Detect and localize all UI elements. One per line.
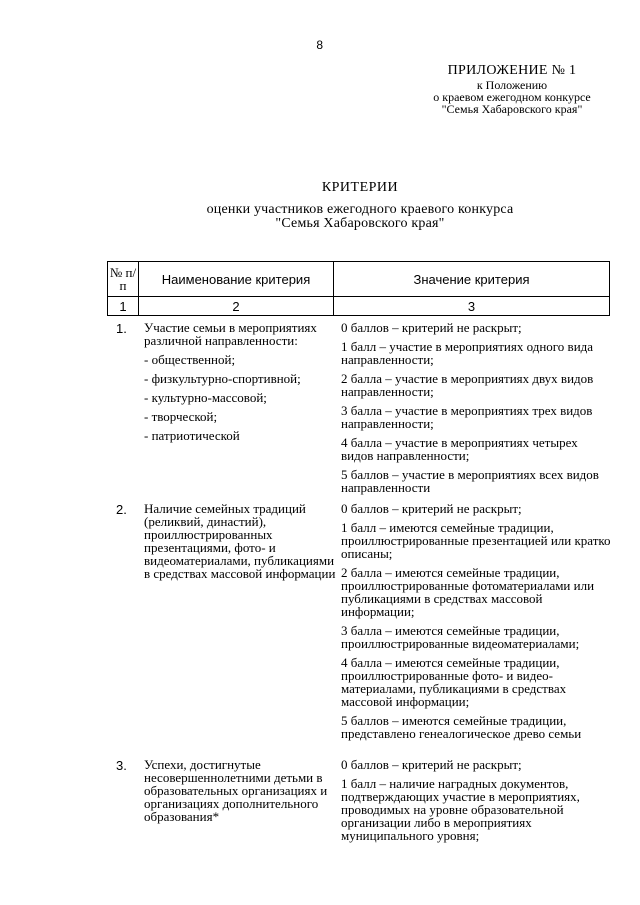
score-line: 3 балла – участие в мероприятиях трех видов направленности;: [341, 403, 593, 431]
score-line: 1 балл – наличие наградных документов, подтверждающих участие в мероприятиях, проводимых на уровне образовательной организации либо в мероприятиях муниципального уровня;: [341, 776, 580, 843]
header-cell-name: Наименование критерия: [139, 262, 334, 297]
criterion-1-values: [341, 321, 613, 500]
criterion-1-item: - общественной;: [144, 352, 236, 367]
score-line: 2 балла – участие в мероприятиях двух видов направленности;: [341, 371, 594, 399]
criterion-2-name: [144, 502, 340, 586]
criteria-table-header: [107, 261, 610, 316]
criterion-1-number: 1.: [116, 321, 127, 336]
criterion-2-number: 2.: [116, 502, 127, 517]
criterion-2-values: [341, 502, 613, 746]
criterion-1-text: Участие семьи в мероприятиях различной направленности:: [144, 320, 317, 348]
criterion-1-item: - культурно-массовой;: [144, 390, 267, 405]
score-line: 4 балла – участие в мероприятиях четырех видов направленности;: [341, 435, 578, 463]
appendix-title: ПРИЛОЖЕНИЕ № 1: [447, 63, 577, 78]
score-line: 0 баллов – критерий не раскрыт;: [341, 757, 522, 772]
appendix-block: [420, 63, 604, 115]
criterion-1-item: - патриотической: [144, 428, 240, 443]
criterion-3-name: [144, 758, 340, 829]
header-cell-value: Значение критерия: [334, 262, 610, 297]
score-line: 1 балл – имеются семейные традиции, проиллюстрированные презентацией или кратко описаны;: [341, 520, 611, 561]
score-line: 2 балла – имеются семейные традиции, проиллюстрированные фотоматериалами или публикациями в средствах массовой информации;: [341, 565, 595, 619]
criterion-2-text: Наличие семейных традиций (реликвий, династий), проиллюстрированных презентациями, фото- и видеоматериалами, публикациями в средствах массовой информации: [144, 501, 336, 581]
index-cell-2: 2: [139, 297, 334, 316]
score-line: 0 баллов – критерий не раскрыт;: [341, 501, 522, 516]
appendix-line-3: "Семья Хабаровского края": [441, 102, 583, 116]
appendix-line-1: к Положению: [476, 78, 548, 92]
score-line: 4 балла – имеются семейные традиции, проиллюстрированные фото- и видео-материалами, публикациями в средствах массовой информации;: [341, 655, 567, 709]
document-heading: КРИТЕРИИ: [321, 180, 399, 195]
appendix-line-2: о краевом ежегодном конкурсе: [433, 90, 591, 104]
score-line: 1 балл – участие в мероприятиях одного вида направленности;: [341, 339, 594, 367]
index-cell-3: 3: [334, 297, 610, 316]
subheading-line-2: "Семья Хабаровского края": [275, 216, 445, 231]
criterion-1-name: [144, 321, 340, 448]
header-cell-number: № п/п: [108, 262, 139, 297]
page-number: 8: [316, 38, 324, 52]
score-line: 3 балла – имеются семейные традиции, проиллюстрированные видеоматериалами;: [341, 623, 580, 651]
score-line: 5 баллов – участие в мероприятиях всех видов направленности: [341, 467, 599, 495]
score-line: 0 баллов – критерий не раскрыт;: [341, 320, 522, 335]
criterion-1-item: - творческой;: [144, 409, 218, 424]
score-line: 5 баллов – имеются семейные традиции, представлено генеалогическое древо семьи: [341, 713, 582, 741]
criterion-3-number: 3.: [116, 758, 127, 773]
subheading-line-1: оценки участников ежегодного краевого конкурса: [206, 202, 514, 217]
index-cell-1: 1: [108, 297, 139, 316]
criterion-1-item: - физкультурно-спортивной;: [144, 371, 301, 386]
criterion-3-text: Успехи, достигнутые несовершеннолетними детьми в образовательных организациях и организациях дополнительного образования*: [144, 757, 328, 824]
criterion-3-values: [341, 758, 613, 848]
document-subheading: [100, 203, 620, 231]
